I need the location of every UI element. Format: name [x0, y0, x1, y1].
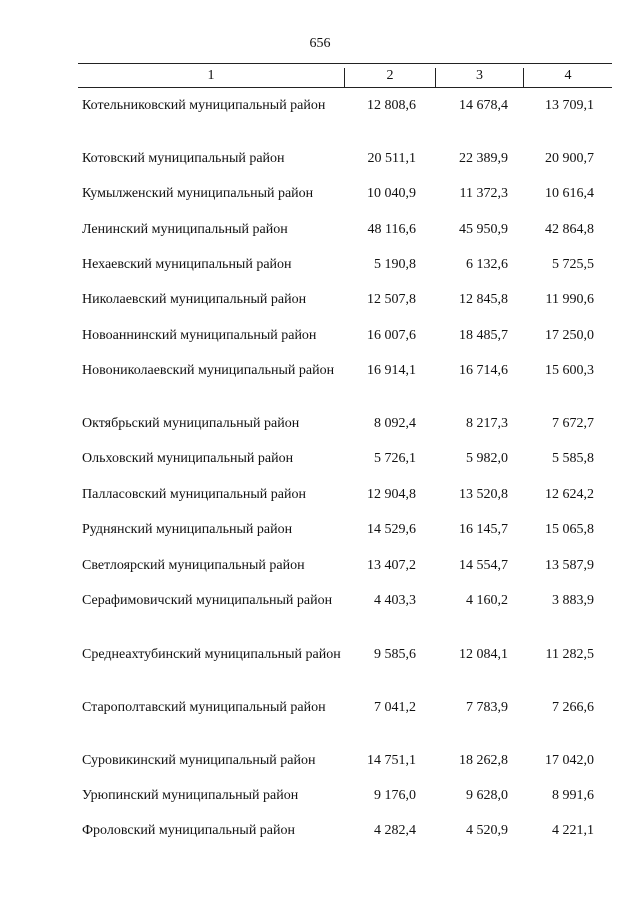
- value-column-4: 13 587,9: [545, 558, 594, 573]
- value-column-2: 14 751,1: [367, 753, 416, 768]
- value-column-2: 8 092,4: [374, 416, 416, 431]
- column-header-2: 2: [386, 68, 394, 83]
- value-column-3: 14 678,4: [459, 98, 508, 113]
- district-name: Фроловский муниципальный район: [82, 823, 296, 838]
- district-name: Николаевский муниципальный район: [82, 292, 307, 307]
- value-column-3: 12 845,8: [459, 292, 508, 307]
- value-column-2: 5 190,8: [374, 257, 416, 272]
- district-name: Котовский муниципальный район: [82, 151, 285, 166]
- value-column-3: 22 389,9: [459, 151, 508, 166]
- district-name: Ленинский муниципальный район: [82, 222, 288, 237]
- district-name: Старополтавский муниципальный район: [82, 700, 326, 715]
- value-column-4: 4 221,1: [552, 823, 594, 838]
- value-column-2: 16 914,1: [367, 363, 416, 378]
- district-name: Палласовский муниципальный район: [82, 487, 306, 502]
- value-column-2: 5 726,1: [374, 451, 416, 466]
- value-column-3: 45 950,9: [459, 222, 508, 237]
- value-column-4: 11 282,5: [545, 647, 594, 662]
- value-column-2: 4 282,4: [374, 823, 416, 838]
- value-column-3: 18 262,8: [459, 753, 508, 768]
- value-column-3: 4 520,9: [466, 823, 508, 838]
- value-column-2: 9 176,0: [374, 788, 416, 803]
- value-column-3: 16 145,7: [459, 522, 508, 537]
- district-name: Новоаннинский муниципальный район: [82, 328, 317, 343]
- value-column-3: 4 160,2: [466, 593, 508, 608]
- value-column-4: 5 585,8: [552, 451, 594, 466]
- value-column-3: 8 217,3: [466, 416, 508, 431]
- value-column-2: 12 808,6: [367, 98, 416, 113]
- district-name: Среднеахтубинский муниципальный район: [82, 647, 341, 662]
- district-name: Новониколаевский муниципальный район: [82, 363, 335, 378]
- value-column-2: 12 904,8: [367, 487, 416, 502]
- value-column-2: 16 007,6: [367, 328, 416, 343]
- value-column-4: 3 883,9: [552, 593, 594, 608]
- value-column-3: 13 520,8: [459, 487, 508, 502]
- district-name: Урюпинский муниципальный район: [82, 788, 299, 803]
- value-column-3: 16 714,6: [459, 363, 508, 378]
- value-column-4: 5 725,5: [552, 257, 594, 272]
- value-column-2: 13 407,2: [367, 558, 416, 573]
- value-column-4: 8 991,6: [552, 788, 594, 803]
- column-header-4: 4: [564, 68, 572, 83]
- page-number: 656: [309, 36, 331, 51]
- value-column-4: 11 990,6: [545, 292, 594, 307]
- value-column-2: 4 403,3: [374, 593, 416, 608]
- value-column-4: 15 600,3: [545, 363, 594, 378]
- value-column-2: 48 116,6: [367, 222, 416, 237]
- value-column-3: 11 372,3: [459, 186, 508, 201]
- district-name: Серафимовичский муниципальный район: [82, 593, 333, 608]
- district-name: Котельниковский муниципальный район: [82, 98, 326, 113]
- value-column-4: 10 616,4: [545, 186, 594, 201]
- value-column-3: 14 554,7: [459, 558, 508, 573]
- value-column-4: 12 624,2: [545, 487, 594, 502]
- value-column-4: 13 709,1: [545, 98, 594, 113]
- value-column-4: 17 042,0: [545, 753, 594, 768]
- value-column-4: 7 266,6: [552, 700, 594, 715]
- value-column-2: 20 511,1: [367, 151, 416, 166]
- table-header: [78, 63, 612, 88]
- column-header-1: 1: [207, 68, 215, 83]
- value-column-4: 17 250,0: [545, 328, 594, 343]
- value-column-2: 14 529,6: [367, 522, 416, 537]
- value-column-3: 18 485,7: [459, 328, 508, 343]
- district-name: Октябрьский муниципальный район: [82, 416, 300, 431]
- district-name: Суровикинский муниципальный район: [82, 753, 316, 768]
- value-column-3: 5 982,0: [466, 451, 508, 466]
- value-column-4: 7 672,7: [552, 416, 594, 431]
- value-column-3: 9 628,0: [466, 788, 508, 803]
- value-column-3: 6 132,6: [466, 257, 508, 272]
- district-name: Светлоярский муниципальный район: [82, 558, 305, 573]
- value-column-4: 20 900,7: [545, 151, 594, 166]
- value-column-3: 12 084,1: [459, 647, 508, 662]
- value-column-3: 7 783,9: [466, 700, 508, 715]
- value-column-4: 42 864,8: [545, 222, 594, 237]
- district-name: Руднянский муниципальный район: [82, 522, 293, 537]
- column-header-3: 3: [476, 68, 483, 83]
- value-column-2: 10 040,9: [367, 186, 416, 201]
- value-column-2: 7 041,2: [374, 700, 416, 715]
- district-name: Ольховский муниципальный район: [82, 451, 294, 466]
- value-column-2: 9 585,6: [374, 647, 416, 662]
- district-name: Кумылженский муниципальный район: [82, 186, 314, 201]
- value-column-2: 12 507,8: [367, 292, 416, 307]
- value-column-4: 15 065,8: [545, 522, 594, 537]
- district-name: Нехаевский муниципальный район: [82, 257, 292, 272]
